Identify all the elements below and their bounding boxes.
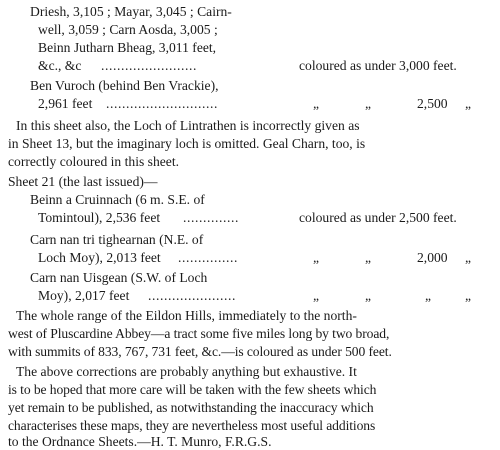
line-17 [0,307,500,324]
line-3 [0,39,500,56]
text: with summits of 833, 767, 731 feet, &c.—is coloured as under 500 feet. [8,344,392,359]
line-22 [0,399,500,416]
text: west of Pluscardine Abbey—a tract some five miles long by two broad, [8,326,390,341]
line-11 [0,191,500,208]
height-value: 2,500 [417,96,448,111]
line-8 [0,135,500,152]
text: in Sheet 13, but the imaginary loch is omitted. Geal Charn, too, is [8,136,366,151]
ditto-mark: „ [365,250,372,265]
line-16 [0,287,500,304]
text: Sheet 21 (the last issued)— [8,174,158,189]
text: The whole range of the Eildon Hills, immediately to the north- [16,308,357,323]
leader-dots: ........................ [101,58,197,73]
text: well, 3,059 ; Carn Aosda, 3,005 ; [38,22,218,37]
text: Driesh, 3,105 ; Mayar, 3,045 ; Cairn- [30,4,232,19]
leader-dots: ...................... [148,288,236,303]
line-13 [0,231,500,248]
colour-note: coloured as under 3,000 feet. [299,58,457,73]
text: Moy), 2,017 feet [38,288,130,303]
line-5 [0,77,500,94]
line-9 [0,153,500,170]
text: correctly coloured in this sheet. [8,154,179,169]
colour-note: coloured as under 2,500 feet. [299,210,457,225]
leader-dots: ............................ [106,96,218,111]
line-24 [0,433,500,450]
ditto-mark: „ [365,288,372,303]
line-21 [0,381,500,398]
height-value: 2,000 [417,250,448,265]
text: In this sheet also, the Loch of Lintrathen is incorrectly given as [16,118,360,133]
ditto-mark: „ [365,96,372,111]
line-20 [0,363,500,380]
text: to the Ordnance Sheets.—H. T. Munro, F.R.G.S. [8,434,272,449]
ditto-mark: „ [313,250,320,265]
line-4 [0,57,500,74]
text: Ben Vuroch (behind Ben Vrackie), [30,78,219,93]
ditto-mark: „ [313,96,320,111]
ditto-mark: „ [425,288,432,303]
text: &c., &c [38,58,82,73]
line-19 [0,343,500,360]
line-6 [0,95,500,112]
text: is to be hoped that more care will be taken with the few sheets which [8,382,377,397]
line-10 [0,173,500,190]
line-7 [0,117,500,134]
line-1 [0,3,500,20]
leader-dots: .............. [183,210,239,225]
ditto-mark: „ [465,96,472,111]
line-12 [0,209,500,226]
text: Tomintoul), 2,536 feet [38,210,161,225]
line-15 [0,269,500,286]
ditto-mark: „ [465,250,472,265]
line-2 [0,21,500,38]
ditto-mark: „ [313,288,320,303]
text: 2,961 feet [38,96,93,111]
line-18 [0,325,500,342]
text: yet remain to be published, as notwithstanding the inaccuracy which [8,400,374,415]
text: Beinn Jutharn Bheag, 3,011 feet, [38,40,217,55]
text: The above corrections are probably anything but exhaustive. It [16,364,357,379]
text: characterises these maps, they are nevertheless most useful additions [8,418,376,433]
text: Loch Moy), 2,013 feet [38,250,161,265]
line-14 [0,249,500,266]
text: Carn nan tri tighearnan (N.E. of [30,232,204,247]
line-23 [0,417,500,434]
text: Carn nan Uisgean (S.W. of Loch [30,270,208,285]
text: Beinn a Cruinnach (6 m. S.E. of [30,192,205,207]
leader-dots: ............... [178,250,238,265]
ditto-mark: „ [465,288,472,303]
